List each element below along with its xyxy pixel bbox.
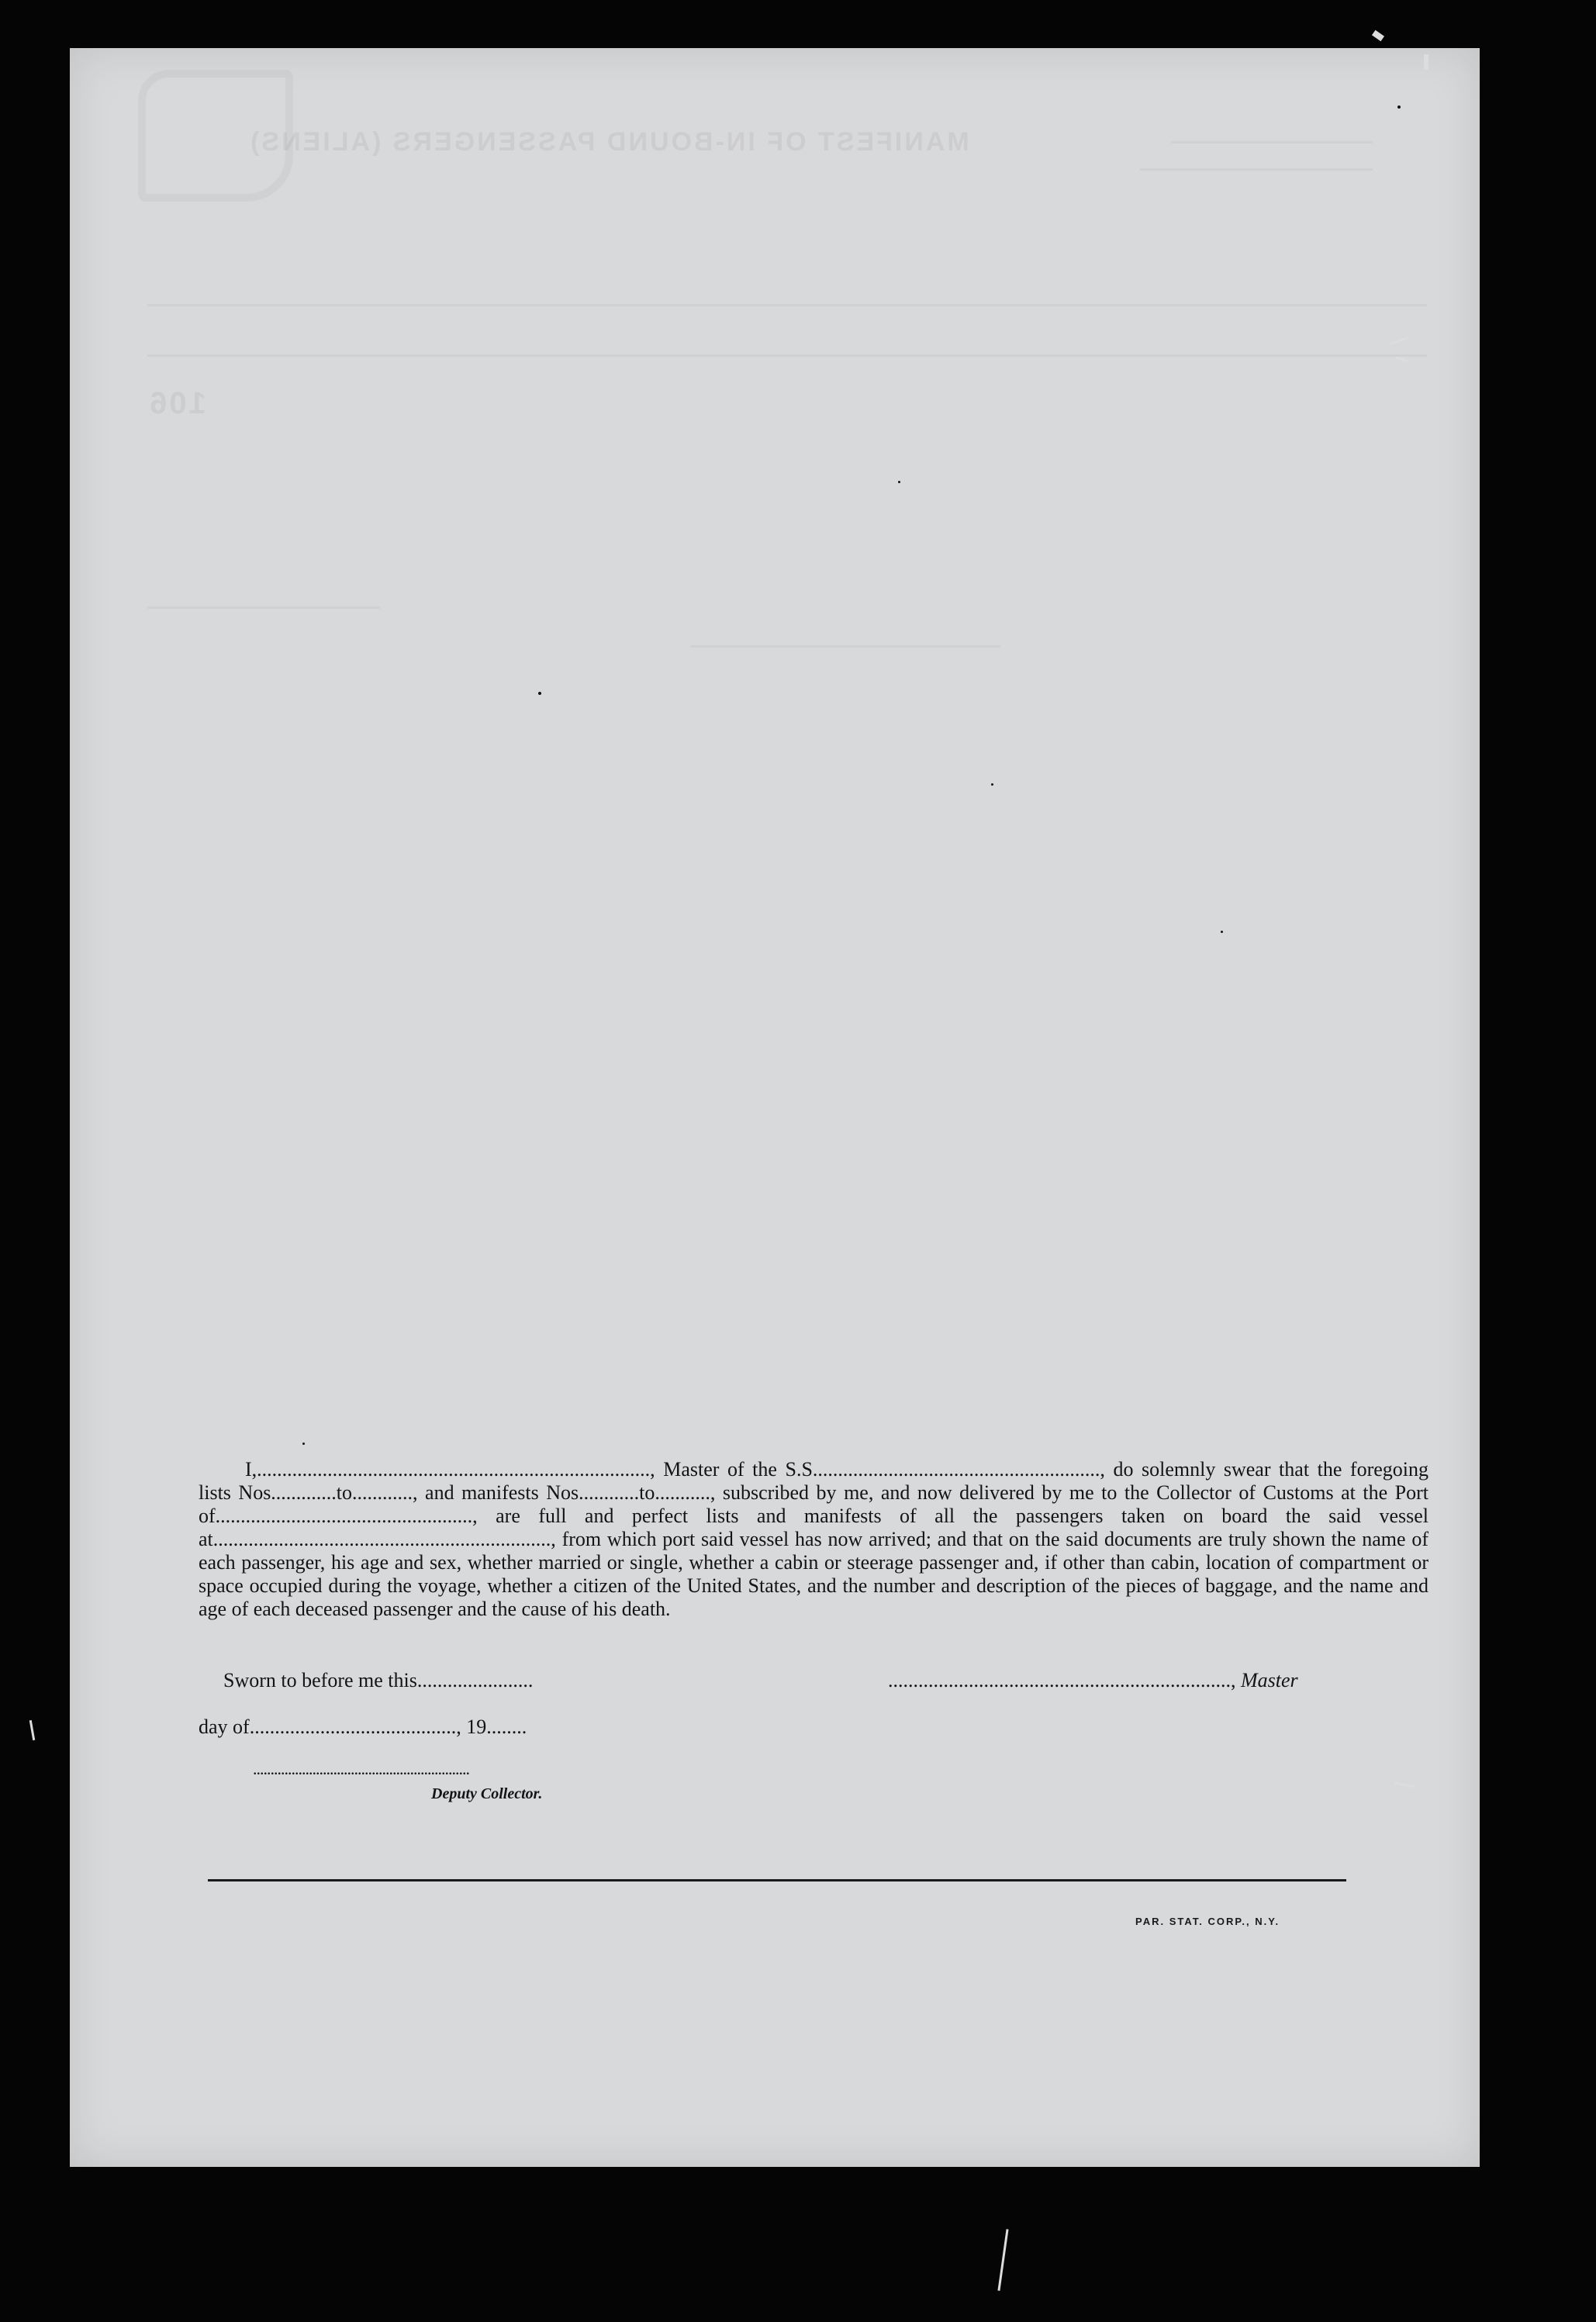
dust-speck: [991, 783, 993, 786]
dust-speck: [302, 1443, 305, 1445]
scan-artifact: [997, 2229, 1008, 2291]
bleed-through-rule: [147, 606, 380, 609]
scan-artifact: [1372, 30, 1384, 42]
printer-imprint: PAR. STAT. CORP., N.Y.: [1135, 1916, 1280, 1927]
bleed-through-rule: [147, 304, 1427, 306]
oath-paragraph: I,.............................................................................., Master of the S.S........................................................., do solemnly swear that the foregoing lists Nos.............to............, and manifests Nos............to..........., subscribed by me, and now delivered by me to the Collector of Customs at the Port of..................................................., are full and perfect lists and manifests of all the passengers taken on board the said vessel at..................................................................., from which port said vessel has now arrived; and that on the said documents are truly shown the name of each passenger, his age and sex, whether married or single, whether a cabin or steerage passenger and, if other than cabin, location of compartment or space occupied during the voyage, whether a citizen of the United States, and the number and description of the pieces of baggage, and the name and age of each deceased passenger and the cause of his death.: [199, 1458, 1428, 1620]
date-line: day of........................................., 19........: [199, 1716, 527, 1738]
bleed-through-rule: [1171, 141, 1373, 143]
master-label: Master: [1241, 1669, 1298, 1691]
bleed-through-rule: [1140, 168, 1373, 171]
master-signature-line: [888, 1669, 1298, 1692]
deputy-collector-label: Deputy Collector.: [431, 1785, 543, 1802]
dust-speck: [898, 481, 900, 483]
master-signature-dots: ....................................................................,: [888, 1669, 1241, 1691]
dust-speck: [1221, 931, 1223, 933]
scan-artifact: [1424, 54, 1428, 70]
bleed-through-header: MANIFEST OF IN-BOUND PASSENGERS (ALIENS): [248, 127, 969, 157]
deputy-signature-dots: ..............................................................: [253, 1759, 469, 1778]
dust-speck: [538, 692, 541, 695]
manifest-sheet: [70, 48, 1480, 2167]
bleed-through-rule: [147, 354, 1427, 357]
scan-artifact: [29, 1720, 35, 1740]
oath-text: [199, 1458, 1428, 1621]
footer-rule: [208, 1879, 1346, 1881]
dust-speck: [1397, 105, 1401, 109]
bleed-through-rule: [690, 645, 1000, 648]
bleed-through-number: 106: [147, 386, 206, 420]
sworn-before-line: Sworn to before me this.......................: [223, 1669, 534, 1691]
